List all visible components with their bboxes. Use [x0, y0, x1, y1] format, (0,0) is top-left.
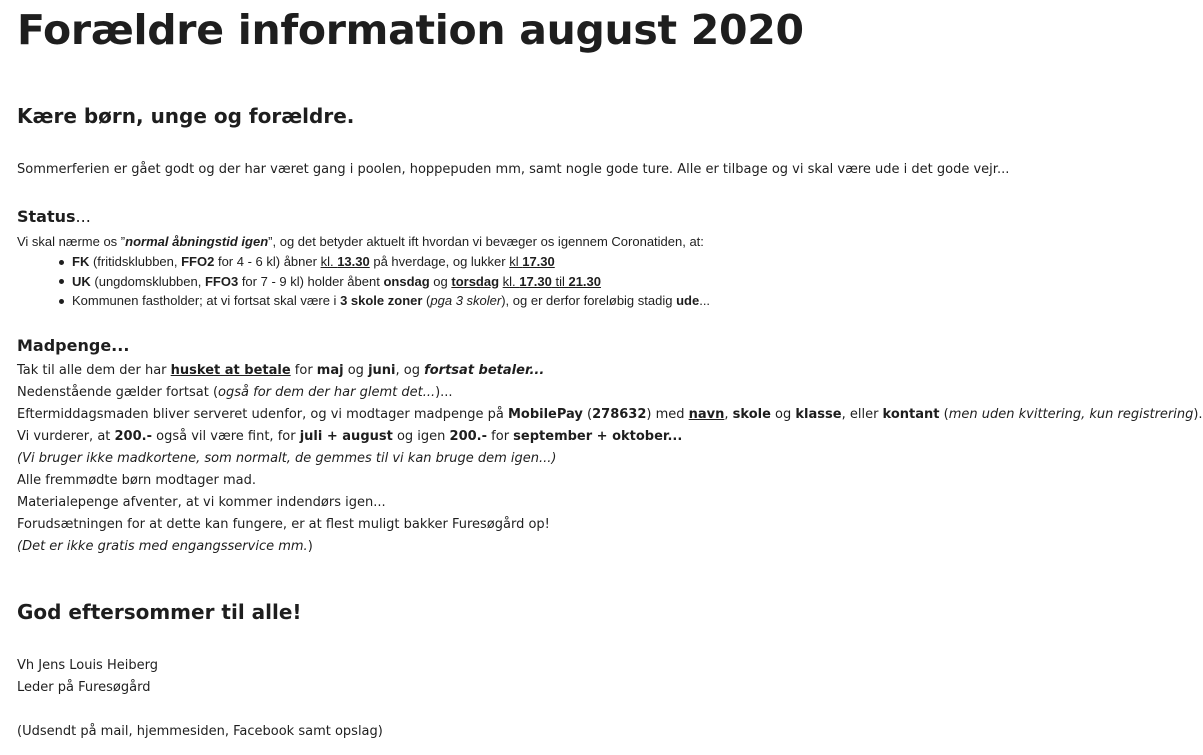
kommune-ellipsis: ...	[699, 293, 711, 308]
uk-day-thursday: torsdag	[451, 273, 500, 289]
status-lead-text: Vi skal nærme os ”	[17, 234, 126, 249]
l4-amount-1: 200.-	[114, 429, 152, 444]
madpenge-line-5	[17, 450, 557, 468]
uk-open-time: 17.30	[519, 273, 552, 289]
madpenge-line-7: Materialepenge afventer, at vi kommer indendørs igen...	[17, 495, 386, 510]
fk-open-time: 13.30	[337, 254, 370, 269]
l2-end: )...	[435, 385, 453, 400]
l3-klasse: klasse	[795, 407, 842, 422]
l9-end: )	[307, 539, 313, 554]
footer-note: (Udsendt på mail, hjemmesiden, Facebook samt opslag)	[17, 724, 383, 739]
l4-months-2: september + oktober...	[513, 429, 683, 444]
uk-label: UK	[72, 273, 91, 289]
madpenge-line-2	[17, 384, 453, 402]
status-heading-suffix: ...	[75, 207, 91, 226]
fk-label: FK	[72, 254, 90, 269]
madpenge-line-4	[17, 428, 682, 446]
status-heading-text: Status	[17, 207, 76, 226]
l4-for: for	[487, 429, 514, 444]
status-heading	[17, 207, 91, 227]
status-item-uk	[17, 272, 710, 292]
l1-paid: husket at betale	[170, 363, 291, 378]
uk-day-wednesday: onsdag	[383, 273, 430, 289]
l3-mobilepay: MobilePay	[507, 407, 583, 422]
l1-text: Tak til alle dem der har	[17, 363, 171, 378]
l1-juni: juni	[368, 363, 396, 378]
kommune-text-2: ), og er derfor foreløbig stadig	[501, 293, 677, 308]
kommune-text: Kommunen fastholder; at vi fortsat skal være i	[72, 293, 341, 308]
signature-name: Vh Jens Louis Heiberg	[17, 658, 158, 673]
closing-heading: God eftersommer til alle!	[17, 600, 302, 624]
l3-navn: navn	[688, 407, 725, 422]
l3-comma: ,	[724, 407, 733, 422]
l5-italic: (Vi bruger ikke madkortene, som normalt, de gemmes til vi kan bruge dem igen...)	[17, 451, 557, 466]
madpenge-line-6: Alle fremmødte børn modtager mad.	[17, 473, 257, 488]
fk-text-3: på hverdage, og lukker	[369, 254, 510, 269]
l2-text: Nedenstående gælder fortsat (	[17, 385, 219, 400]
l1-for: for	[290, 363, 317, 378]
uk-close-time: 21.30	[568, 273, 602, 289]
madpenge-line-8: Forudsætningen for at dette kan fungere, er at flest muligt bakker Furesøgård op!	[17, 517, 550, 532]
fk-kl-close: kl	[509, 254, 523, 269]
fk-text: (fritidsklubben,	[89, 254, 182, 269]
status-lead-emphasis: normal åbningstid igen	[125, 234, 269, 249]
madpenge-line-3	[17, 406, 1203, 424]
status-item-fk	[17, 252, 710, 272]
madpenge-line-9	[17, 538, 313, 556]
uk-text: (ungdomsklubben,	[90, 273, 205, 289]
l3-paren: (	[582, 407, 593, 422]
l3-skole: skole	[732, 407, 771, 422]
l3-med: ) med	[646, 407, 689, 422]
status-lead	[17, 233, 704, 251]
l3-eller: , eller	[841, 407, 883, 422]
l4-og-igen: og igen	[392, 429, 450, 444]
l3-kontant: kontant	[882, 407, 940, 422]
l3-og: og	[770, 407, 796, 422]
greeting-heading: Kære børn, unge og forældre.	[17, 104, 355, 128]
l3-end: ).	[1193, 407, 1203, 422]
ffo3-label: FFO3	[204, 273, 239, 289]
fk-text-2: for 4 - 6 kl) åbner	[214, 254, 321, 269]
kommune-schools: pga 3 skoler	[430, 293, 502, 308]
l3-paren-2: (	[939, 407, 949, 422]
madpenge-heading: Madpenge...	[17, 336, 130, 355]
l1-og: og	[343, 363, 369, 378]
status-list	[17, 252, 710, 311]
uk-text-2: for 7 - 9 kl) holder åbent	[238, 273, 384, 289]
kommune-ude: ude	[676, 293, 700, 308]
kommune-zones: 3 skole zoner	[340, 293, 423, 308]
l4-text-2: også vil være fint, for	[152, 429, 300, 444]
l1-og-2: , og	[395, 363, 425, 378]
intro-paragraph: Sommerferien er gået godt og der har været gang i poolen, hoppepuden mm, samt nogle gode ture. Alle er tilbage og vi skal være ude i det gode vejr...	[17, 162, 1010, 177]
l4-months-1: juli + august	[299, 429, 393, 444]
page-title: Forældre information august 2020	[17, 6, 804, 54]
l1-fortsat: fortsat betaler...	[424, 363, 545, 378]
status-item-kommune	[17, 291, 710, 311]
l4-text: Vi vurderer, at	[17, 429, 115, 444]
l3-note: men uden kvittering, kun registrering	[948, 407, 1194, 422]
kommune-paren-open: (	[422, 293, 431, 308]
madpenge-line-1	[17, 362, 544, 380]
l4-amount-2: 200.-	[449, 429, 488, 444]
ffo2-label: FFO2	[181, 254, 215, 269]
l2-italic: også for dem der har glemt det...	[218, 385, 436, 400]
uk-text-3: og	[429, 273, 452, 289]
l3-text: Eftermiddagsmaden bliver serveret udenfor, og vi modtager madpenge på	[17, 407, 508, 422]
l3-number: 278632	[592, 407, 647, 422]
l1-maj: maj	[316, 363, 344, 378]
signature-title: Leder på Furesøgård	[17, 680, 151, 695]
fk-close-time: 17.30	[522, 254, 555, 269]
uk-til: til	[551, 273, 569, 289]
fk-kl-open: kl.	[320, 254, 338, 269]
l9-italic: (Det er ikke gratis med engangsservice mm.	[17, 539, 308, 554]
uk-kl: kl.	[502, 273, 520, 289]
status-lead-text-end: ”, og det betyder aktuelt ift hvordan vi bevæger os igennem Coronatiden, at:	[268, 234, 704, 249]
